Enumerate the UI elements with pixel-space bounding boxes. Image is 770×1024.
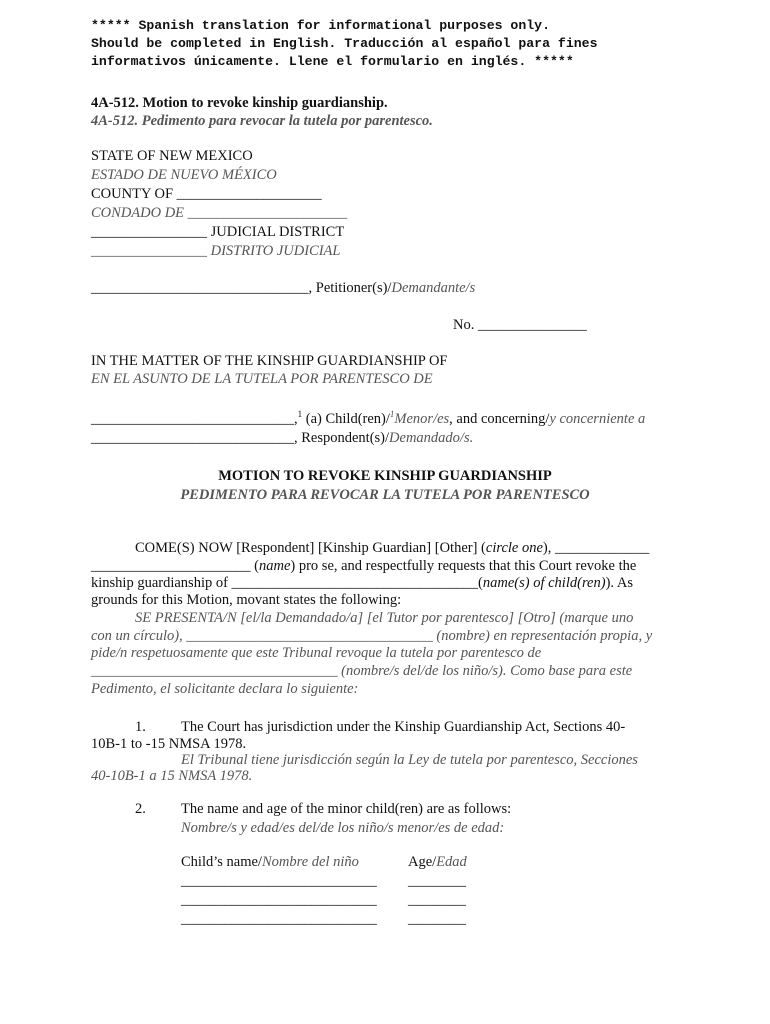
petitioner-field[interactable] — [91, 279, 475, 297]
intro-en-2c: ) pro se, and respectfully requests that this Court revoke the — [290, 558, 637, 574]
intro-en-line-1[interactable] — [135, 539, 649, 557]
district-label-es: DISTRITO JUDICIAL — [207, 243, 341, 259]
form-title-en: 4A-512. Motion to revoke kinship guardianship. — [91, 95, 388, 111]
judicial-district-field-es — [91, 242, 340, 260]
respondent-label-en: , Respondent(s)/ — [294, 430, 390, 446]
item-2-number: 2. — [135, 801, 146, 817]
child-name-header-es: Nombre del niño — [261, 854, 359, 870]
petitioner-blank[interactable]: ______________________________ — [91, 280, 309, 296]
intro-es-line-5: Pedimento, el solicitante declara lo siguiente: — [91, 681, 359, 697]
state-label-es: ESTADO DE NUEVO MÉXICO — [91, 167, 277, 183]
child-age-input[interactable]: ________ — [408, 892, 466, 908]
item-1-es-line-2: 40-10B-1 a 15 NMSA 1978. — [91, 768, 253, 784]
intro-es-line-3: pide/n respetuosamente que este Tribunal revoque la tutela por parentesco de — [91, 645, 542, 661]
footnote-ref-1: 1 — [297, 409, 303, 420]
concerning-label-en: , and concerning/ — [449, 411, 550, 427]
intro-es-line-4: __________________________________ (nombre/s del/de los niño/s). Como base para este — [91, 663, 633, 679]
intro-en-3a[interactable]: kinship guardianship of __________________________________( — [91, 575, 483, 591]
item-1-en-line-2: 10B-1 to -15 NMSA 1978. — [91, 736, 247, 752]
child-label-en: (a) Child(ren)/ — [302, 411, 390, 427]
petitioner-label-en: , Petitioner(s)/ — [308, 280, 392, 296]
motion-heading-es: PEDIMENTO PARA REVOCAR LA TUTELA POR PARENTESCO — [180, 487, 590, 503]
child-name-header-en: Child’s name/ — [181, 854, 262, 870]
county-field-es: CONDADO DE ______________________ — [91, 205, 348, 221]
child-name-header — [181, 853, 359, 871]
age-header-en: Age/ — [408, 854, 437, 870]
child-name-input[interactable]: ___________________________ — [181, 873, 377, 889]
intro-en-line-2[interactable] — [91, 557, 636, 575]
respondent-field[interactable] — [91, 429, 473, 447]
notice-line-2: Should be completed in English. Traducción al español para fines — [91, 36, 598, 51]
intro-en-3c: ). As — [605, 575, 633, 591]
intro-en-1a: COME(S) NOW [Respondent] [Kinship Guardian] [Other] ( — [135, 540, 486, 556]
item-1-es-line-1: El Tribunal tiene jurisdicción según la Ley de tutela por parentesco, Secciones — [181, 752, 638, 768]
district-blank[interactable]: ________________ — [91, 224, 207, 240]
intro-en-line-3[interactable] — [91, 574, 633, 592]
age-header — [408, 853, 467, 871]
intro-en-2b: name — [258, 558, 291, 574]
intro-en-1c[interactable]: ), _____________ — [542, 540, 650, 556]
intro-en-2a[interactable]: ______________________ ( — [91, 558, 259, 574]
child-field[interactable]: ____________________________,$^1$ (a) Child(ren)/$^1$Menor/es, and concerning/y concerniente a — [91, 409, 646, 427]
case-number-field[interactable]: No. _______________ — [453, 317, 587, 333]
intro-en-1b: circle one — [485, 540, 543, 556]
respondent-blank[interactable]: ____________________________ — [91, 430, 294, 446]
motion-heading-en: MOTION TO REVOKE KINSHIP GUARDIANSHIP — [218, 468, 552, 484]
child-age-input[interactable]: ________ — [408, 911, 466, 927]
intro-en-3b: name(s) of child(ren) — [482, 575, 606, 591]
intro-es-line-1: SE PRESENTA/N [el/la Demandado/a] [el Tutor por parentesco] [Otro] (marque uno — [135, 610, 634, 626]
county-field-en[interactable]: COUNTY OF ____________________ — [91, 186, 322, 202]
petitioner-label-es: Demandante/s — [391, 280, 476, 296]
concerning-label-es: y concerniente a — [549, 411, 646, 427]
child-blank[interactable]: ____________________________ — [91, 411, 294, 427]
respondent-label-es: Demandado/s. — [389, 430, 474, 446]
child-age-input[interactable]: ________ — [408, 873, 466, 889]
child-name-input[interactable]: ___________________________ — [181, 892, 377, 908]
judicial-district-field-en[interactable] — [91, 223, 344, 241]
district-label-en: JUDICIAL DISTRICT — [207, 224, 345, 240]
item-2-en-line-1: The name and age of the minor child(ren) are as follows: — [181, 801, 512, 817]
child-name-input[interactable]: ___________________________ — [181, 911, 377, 927]
intro-es-line-2: con un círculo), __________________________________ (nombre) en representación propia, y — [91, 628, 653, 644]
item-1-number: 1. — [135, 719, 146, 735]
notice-line-1: ***** Spanish translation for informational purposes only. — [91, 18, 550, 33]
district-blank-es: ________________ — [91, 243, 207, 259]
state-label-en: STATE OF NEW MEXICO — [91, 148, 253, 164]
child-label-es: Menor/es — [394, 411, 450, 427]
notice-line-3: informativos únicamente. Llene el formulario en inglés. ***** — [91, 54, 574, 69]
intro-en-line-4: grounds for this Motion, movant states the following: — [91, 592, 402, 608]
item-2-es-line-1: Nombre/s y edad/es del/de los niño/s menor/es de edad: — [181, 820, 505, 836]
matter-en: IN THE MATTER OF THE KINSHIP GUARDIANSHIP OF — [91, 353, 448, 369]
age-header-es: Edad — [436, 854, 467, 870]
matter-es: EN EL ASUNTO DE LA TUTELA POR PARENTESCO DE — [91, 371, 433, 387]
footnote-ref-2: 1 — [389, 409, 395, 420]
form-title-es: 4A-512. Pedimento para revocar la tutela por parentesco. — [91, 113, 433, 129]
item-1-en-line-1: The Court has jurisdiction under the Kinship Guardianship Act, Sections 40- — [181, 719, 626, 735]
